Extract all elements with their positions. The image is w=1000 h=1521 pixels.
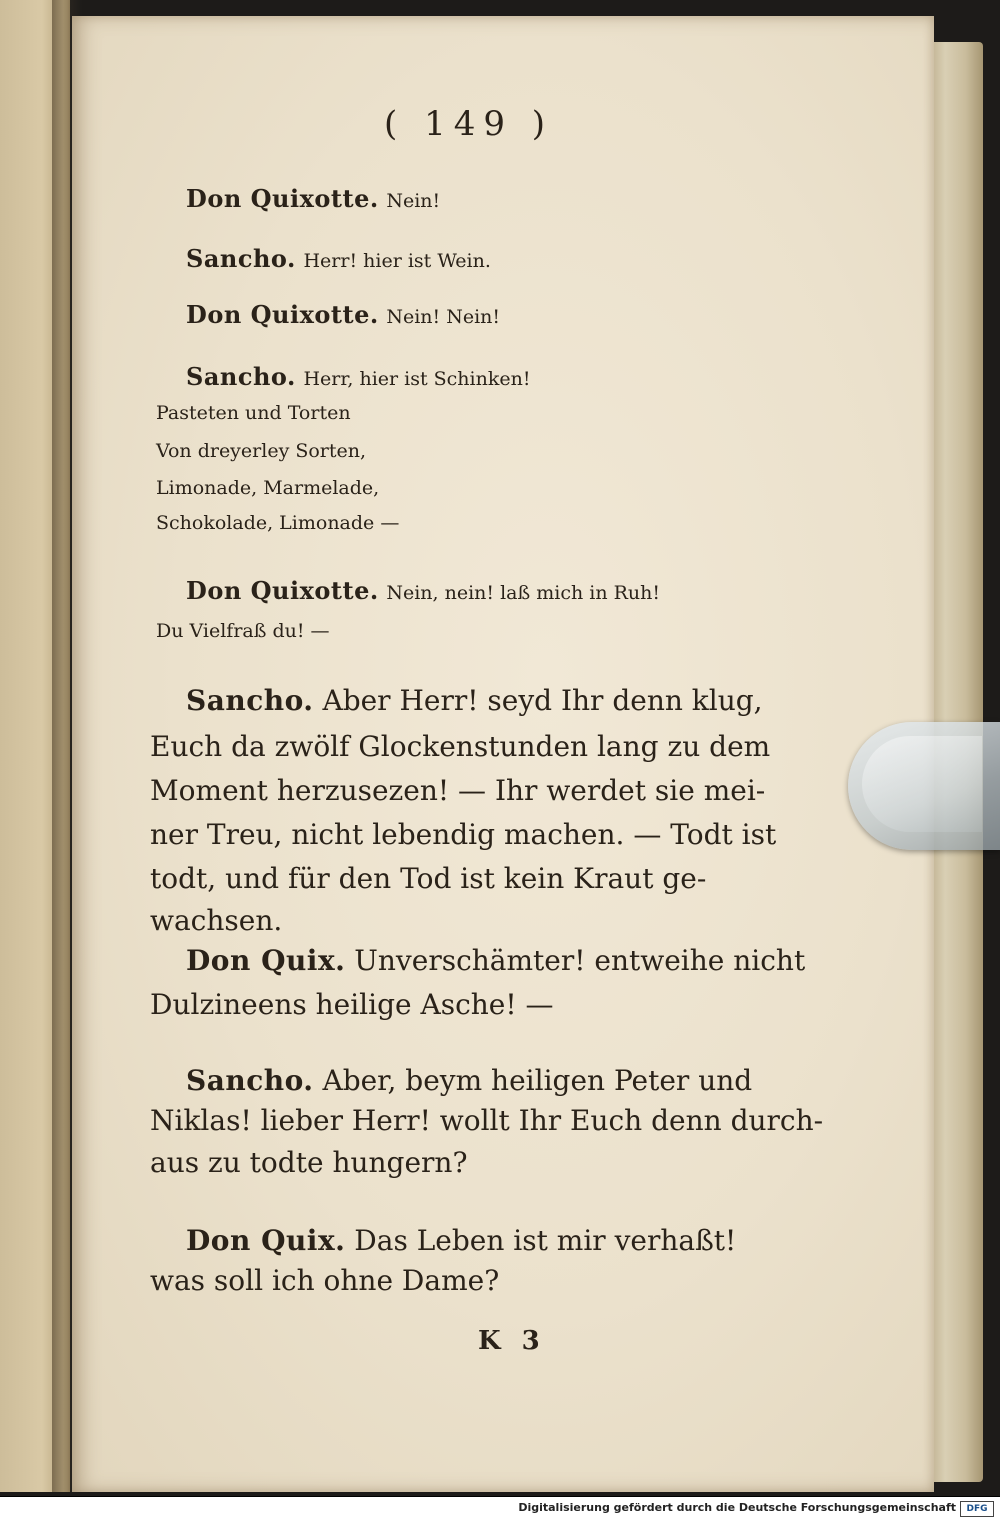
verse-line: Du Vielfraß du! —: [156, 620, 330, 642]
line-text: Herr, hier ist Schinken!: [303, 368, 531, 390]
page-clip: [848, 722, 1000, 850]
dialogue-line: [186, 184, 440, 213]
dialogue-line: [186, 244, 491, 273]
dialogue-line: [186, 362, 530, 391]
line-text: Nein!: [386, 190, 441, 212]
signature-mark: K 3: [478, 1326, 546, 1356]
prose-line: aus zu todte hungern?: [150, 1146, 468, 1179]
dialogue-line: [186, 576, 660, 605]
line-text: Nein! Nein!: [386, 306, 501, 328]
dialogue-line: [186, 300, 500, 329]
book-gutter: [52, 0, 82, 1492]
prose-line: ner Treu, nicht lebendig machen. — Todt ist: [150, 818, 777, 851]
dialogue-line: [186, 1064, 752, 1097]
line-text: Aber Herr! seyd Ihr denn klug,: [322, 684, 763, 717]
prose-line: wachsen.: [150, 904, 283, 937]
speaker-name: Sancho.: [186, 362, 296, 391]
footer-bar: [0, 1496, 1000, 1521]
prose-line: Euch da zwölf Glockenstunden lang zu dem: [150, 730, 771, 763]
speaker-name: Don Quixotte.: [186, 576, 379, 605]
prose-line: Niklas! lieber Herr! wollt Ihr Euch denn durch-: [150, 1104, 824, 1137]
prose-line: was soll ich ohne Dame?: [150, 1264, 500, 1297]
line-text: Das Leben ist mir verhaßt!: [354, 1224, 737, 1257]
line-text: Nein, nein! laß mich in Ruh!: [386, 582, 661, 604]
speaker-name: Don Quix.: [186, 944, 346, 977]
line-text: Herr! hier ist Wein.: [303, 250, 491, 272]
page-clip-highlight: [862, 736, 982, 832]
verse-line: Pasteten und Torten: [156, 402, 351, 424]
line-text: Aber, beym heiligen Peter und: [322, 1064, 753, 1097]
speaker-name: Sancho.: [186, 244, 296, 273]
prose-line: Dulzineens heilige Asche! —: [150, 988, 554, 1021]
page-number: ( 149 ): [384, 104, 554, 144]
prose-line: Moment herzusezen! — Ihr werdet sie mei-: [150, 774, 766, 807]
dialogue-line: [186, 684, 763, 717]
verse-line: Limonade, Marmelade,: [156, 477, 380, 499]
verse-line: Schokolade, Limonade —: [156, 512, 400, 534]
dfg-logo: DFG: [960, 1501, 994, 1517]
line-text: Unverschämter! entweihe nicht: [354, 944, 806, 977]
speaker-name: Don Quix.: [186, 1224, 346, 1257]
speaker-name: Sancho.: [186, 684, 314, 717]
speaker-name: Don Quixotte.: [186, 300, 379, 329]
dialogue-line: [186, 944, 805, 977]
dialogue-line: [186, 1224, 736, 1257]
footer-credit: Digitalisierung gefördert durch die Deutsche Forschungsgemeinschaft: [518, 1501, 956, 1514]
prose-line: todt, und für den Tod ist kein Kraut ge-: [150, 862, 707, 895]
speaker-name: Sancho.: [186, 1064, 314, 1097]
speaker-name: Don Quixotte.: [186, 184, 379, 213]
verse-line: Von dreyerley Sorten,: [156, 440, 367, 462]
